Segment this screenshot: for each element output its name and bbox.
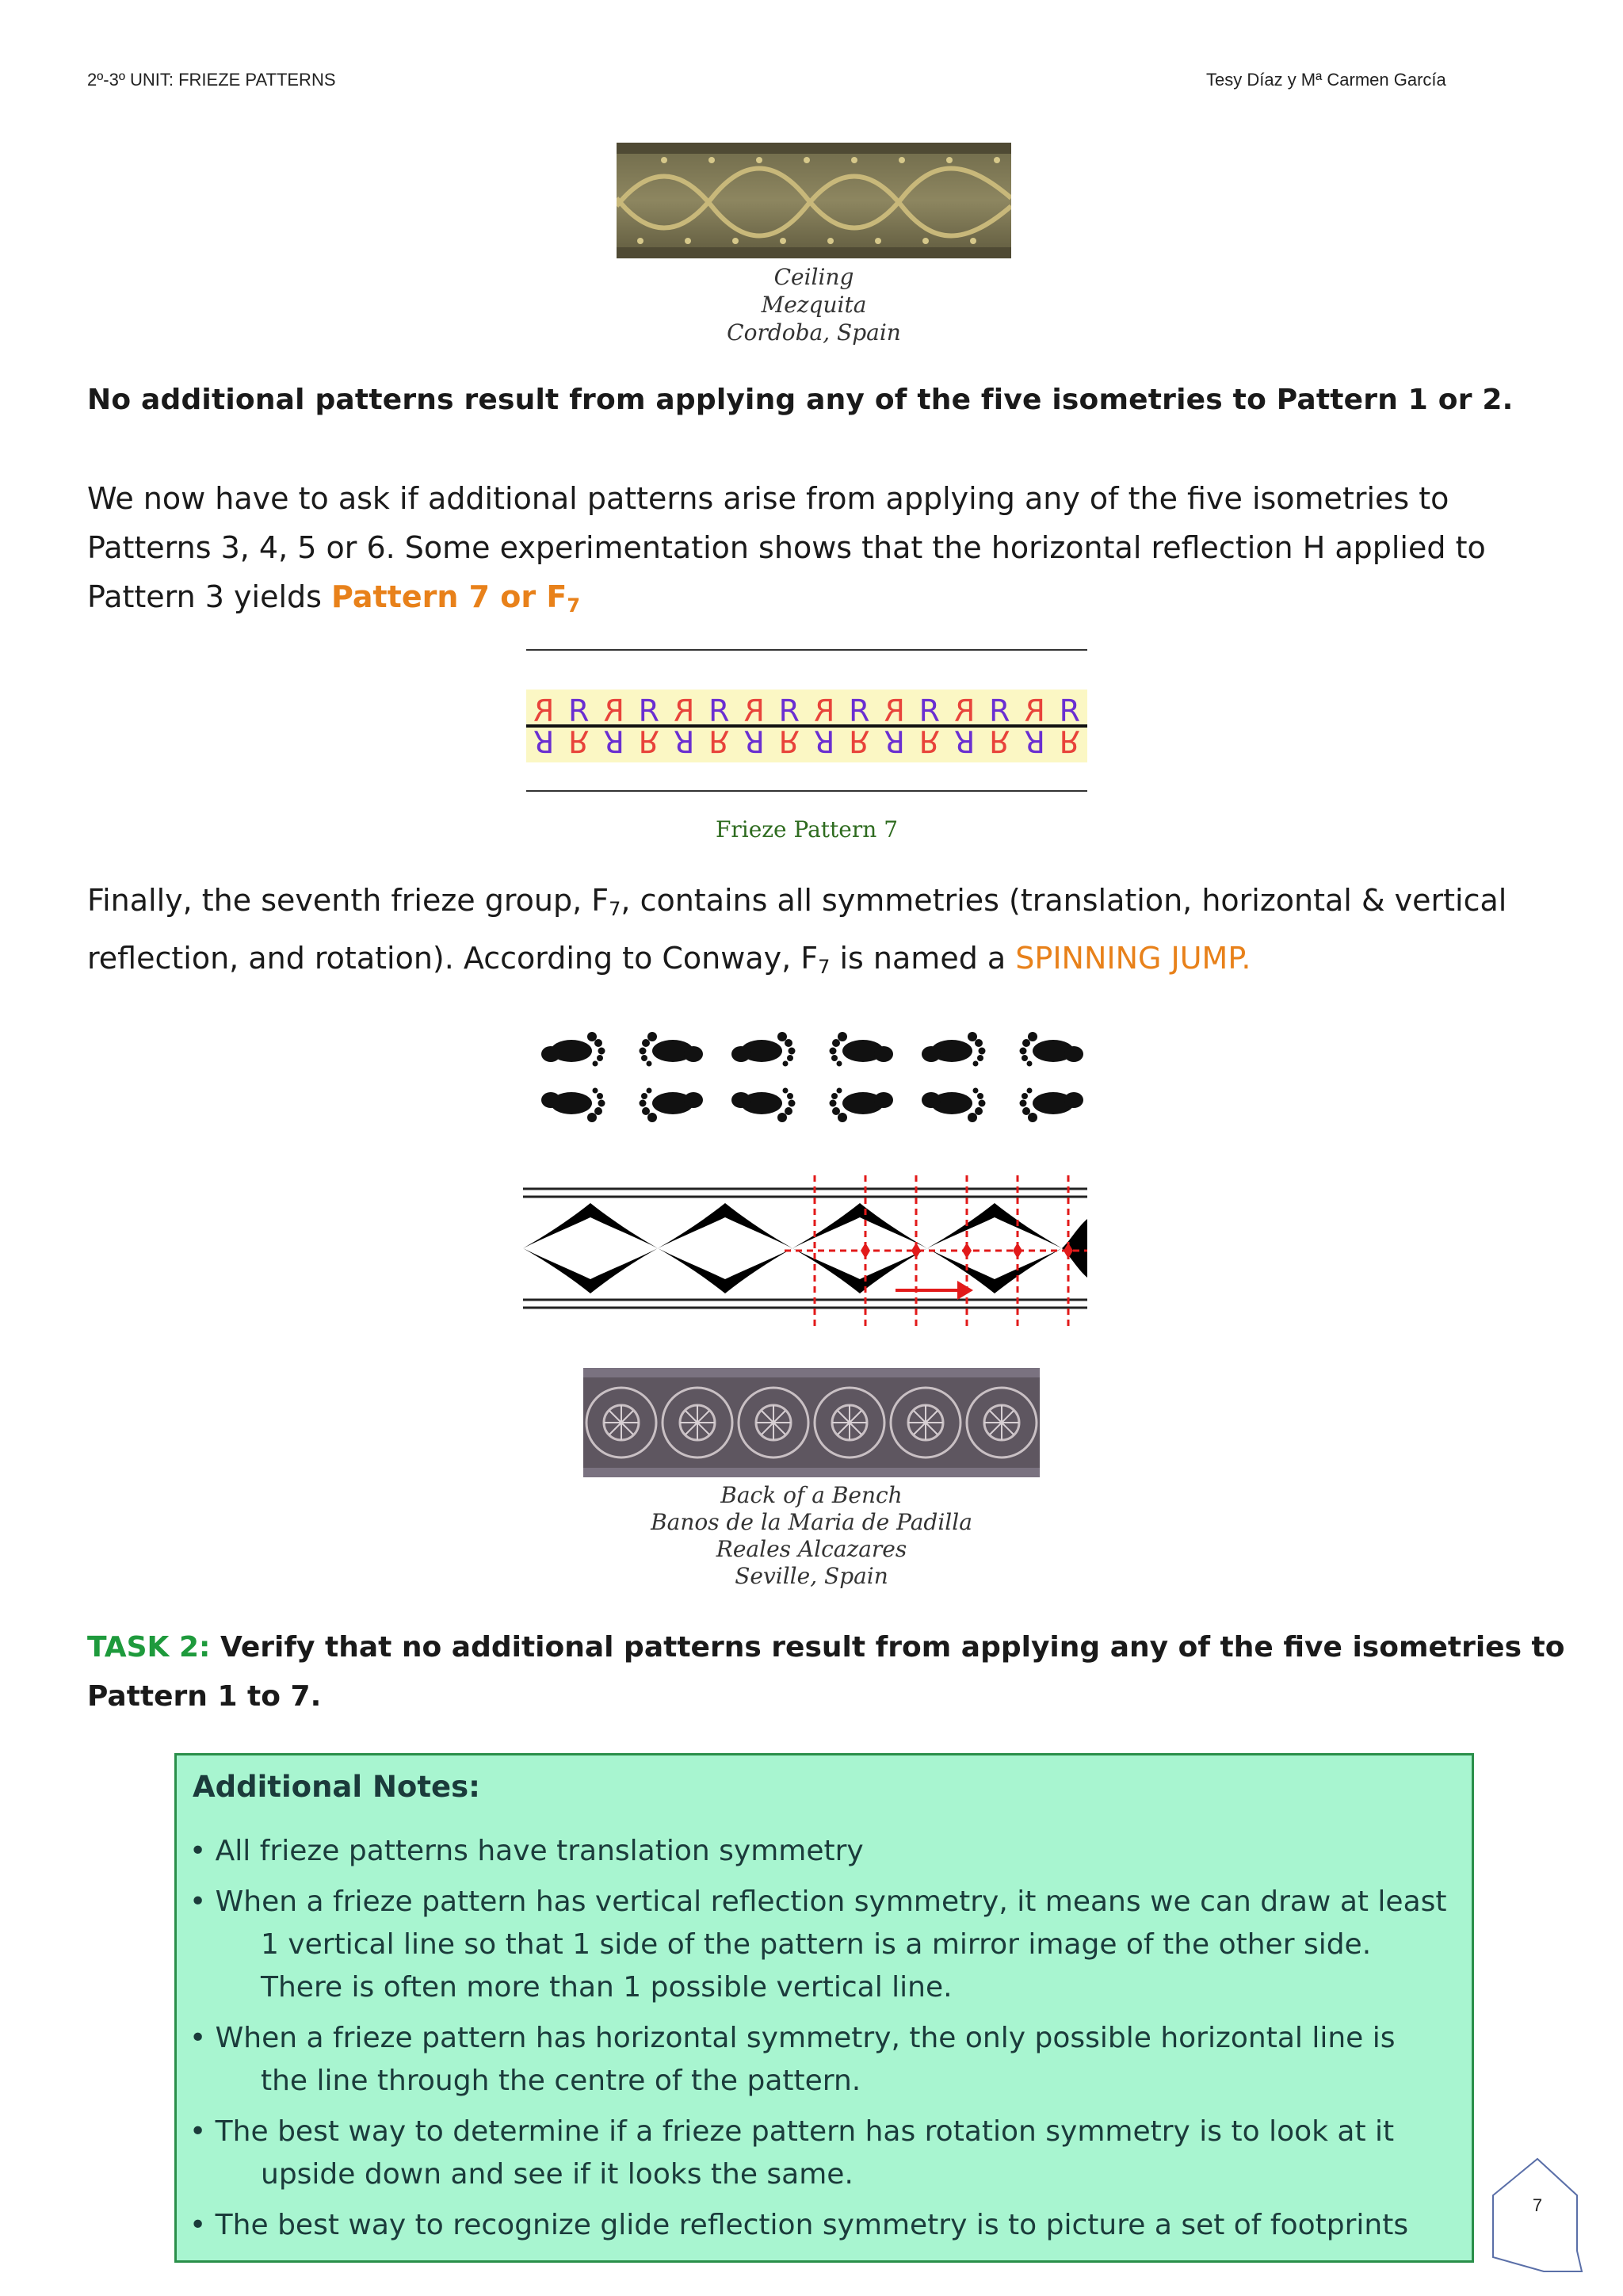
note-continuation: the line through the centre of the pattern. [261, 2065, 861, 2097]
frieze-letter-top: R [673, 693, 695, 728]
frieze-letter-bottom: R [603, 724, 624, 758]
footprint-icon [830, 1088, 894, 1123]
frieze-pattern-7-figure [526, 648, 1087, 794]
note-text: • All frieze patterns have translation symmetry [189, 1835, 864, 1867]
paragraph-experimentation [87, 474, 1486, 630]
task-label: TASK 2: [87, 1631, 211, 1664]
paragraph-line [87, 876, 1507, 934]
frieze-letter-top: R [884, 693, 905, 728]
footprint-icon [541, 1032, 605, 1067]
frieze-letter-bottom: R [1059, 724, 1081, 758]
frieze-letter-top: R [743, 693, 765, 728]
frieze-letter-top: R [533, 693, 555, 728]
caption-line: Ceiling [773, 264, 854, 290]
note-continuation: There is often more than 1 possible vertical line. [261, 1971, 953, 2004]
paragraph-line [87, 572, 1486, 630]
frieze-letter-top: R [918, 693, 941, 728]
subscript: 7 [818, 956, 831, 978]
frieze-pattern-7-caption: Frieze Pattern 7 [715, 816, 899, 842]
note-item [189, 1881, 1457, 2009]
spinning-jump-highlight: SPINNING JUMP. [1015, 941, 1251, 976]
frieze-letter-bottom: R [708, 724, 730, 758]
caption-line: Cordoba, Spain [727, 319, 901, 346]
frieze-letter-bottom: R [743, 724, 765, 758]
note-text: • When a frieze pattern has horizontal symmetry, the only possible horizontal line is [189, 2022, 1396, 2054]
note-text: • When a frieze pattern has vertical reflection symmetry, it means we can draw at least [189, 1885, 1447, 1918]
frieze-letter-bottom: R [778, 724, 800, 758]
additional-notes-box [174, 1753, 1474, 2263]
task-line [87, 1623, 1565, 1672]
frieze-letter-bottom: R [953, 724, 976, 758]
frieze-letter-top: R [953, 693, 976, 728]
header-left: 2º-3º UNIT: FRIEZE PATTERNS [87, 70, 336, 90]
footprint-icon [1020, 1032, 1084, 1067]
footprint-icon [830, 1032, 894, 1067]
footprints-image [527, 1013, 1106, 1140]
frieze-letter-bottom: R [989, 724, 1010, 758]
paragraph-line: We now have to ask if additional patterns arise from applying any of the five isometries to [87, 481, 1449, 516]
note-text: • The best way to recognize glide reflection symmetry is to picture a set of footprints [189, 2209, 1409, 2241]
frieze-letter-bottom: R [568, 724, 590, 758]
frieze-letter-top: R [638, 693, 660, 728]
frieze-letter-top: R [708, 693, 730, 728]
caption-line: Mezquita [761, 292, 867, 318]
text-span: Finally, the seventh frieze group, F [87, 883, 609, 918]
page-number: 7 [1532, 2195, 1543, 2215]
footprint-icon [640, 1032, 704, 1067]
frieze-letter-bottom: R [1024, 724, 1045, 758]
footprint-icon [541, 1088, 605, 1123]
footprint-icon [731, 1088, 796, 1123]
frieze-letter-bottom: R [638, 724, 660, 758]
figure1-caption [617, 263, 1011, 346]
frieze-letter-top: R [813, 693, 835, 728]
note-item [189, 1830, 1457, 1873]
caption-line: Seville, Spain [735, 1563, 888, 1589]
footprint-icon [1020, 1088, 1084, 1123]
subscript: 7 [609, 898, 621, 920]
footprint-icon [731, 1032, 796, 1067]
alcazar-bench-image [583, 1368, 1040, 1477]
text-span: Pattern 3 yields [87, 579, 332, 614]
caption-line: Back of a Bench [720, 1482, 903, 1508]
note-continuation: upside down and see if it looks the same. [261, 2158, 854, 2191]
footprint-icon [922, 1088, 986, 1123]
header-right: Tesy Díaz y Mª Carmen García [1206, 70, 1446, 90]
frieze-letter-top: R [603, 693, 624, 728]
footprint-icon [922, 1032, 986, 1067]
text-span: , contains all symmetries (translation, horizontal & vertical [621, 883, 1507, 918]
frieze-letter-top: R [1024, 693, 1045, 728]
note-item [189, 2111, 1457, 2196]
note-item [189, 2017, 1457, 2103]
paragraph-line [87, 934, 1507, 991]
frieze-letter-top: R [849, 693, 870, 728]
frieze-letter-bottom: R [849, 724, 870, 758]
paragraph-line: Patterns 3, 4, 5 or 6. Some experimentation shows that the horizontal reflection H applied to [87, 530, 1486, 565]
figure3-caption [583, 1482, 1040, 1590]
text-span: reflection, and rotation). According to Conway, F [87, 941, 819, 976]
page-number-tab [1488, 2156, 1587, 2275]
frieze-letter-bottom: R [813, 724, 835, 758]
note-continuation: 1 vertical line so that 1 side of the pattern is a mirror image of the other side. [261, 1928, 1372, 1961]
wave-band-symmetry-diagram [523, 1171, 1087, 1330]
notes-list [189, 1830, 1457, 2247]
pattern7-highlight [331, 579, 581, 617]
frieze-letter-bottom: R [673, 724, 695, 758]
subscript: 7 [567, 594, 581, 617]
mezquita-ceiling-image [617, 143, 1011, 258]
frieze-letter-bottom: R [918, 724, 941, 758]
statement-no-additional-patterns: No additional patterns result from applying any of the five isometries to Pattern 1 or 2. [87, 384, 1514, 416]
paragraph-seventh-group [87, 876, 1507, 991]
text-span: is named a [830, 941, 1016, 976]
frieze-letter-bottom: R [533, 724, 555, 758]
note-text: • The best way to determine if a frieze pattern has rotation symmetry is to look at it [189, 2115, 1395, 2148]
frieze-letter-top: R [778, 693, 800, 728]
frieze-letter-bottom: R [884, 724, 905, 758]
caption-line: Reales Alcazares [716, 1536, 907, 1562]
frieze-letter-top: R [1059, 693, 1081, 728]
footprint-icon [640, 1088, 704, 1123]
frieze-letter-top: R [989, 693, 1010, 728]
task-text: Verify that no additional patterns result from applying any of the five isometries to [210, 1631, 1565, 1664]
notes-title: Additional Notes: [193, 1770, 480, 1804]
caption-line: Banos de la Maria de Padilla [651, 1509, 972, 1535]
task-line: Pattern 1 to 7. [87, 1680, 322, 1713]
frieze-letter-top: R [568, 693, 590, 728]
text-span: Pattern 7 or F [331, 579, 567, 614]
task-2 [87, 1623, 1565, 1721]
note-item [189, 2204, 1457, 2247]
